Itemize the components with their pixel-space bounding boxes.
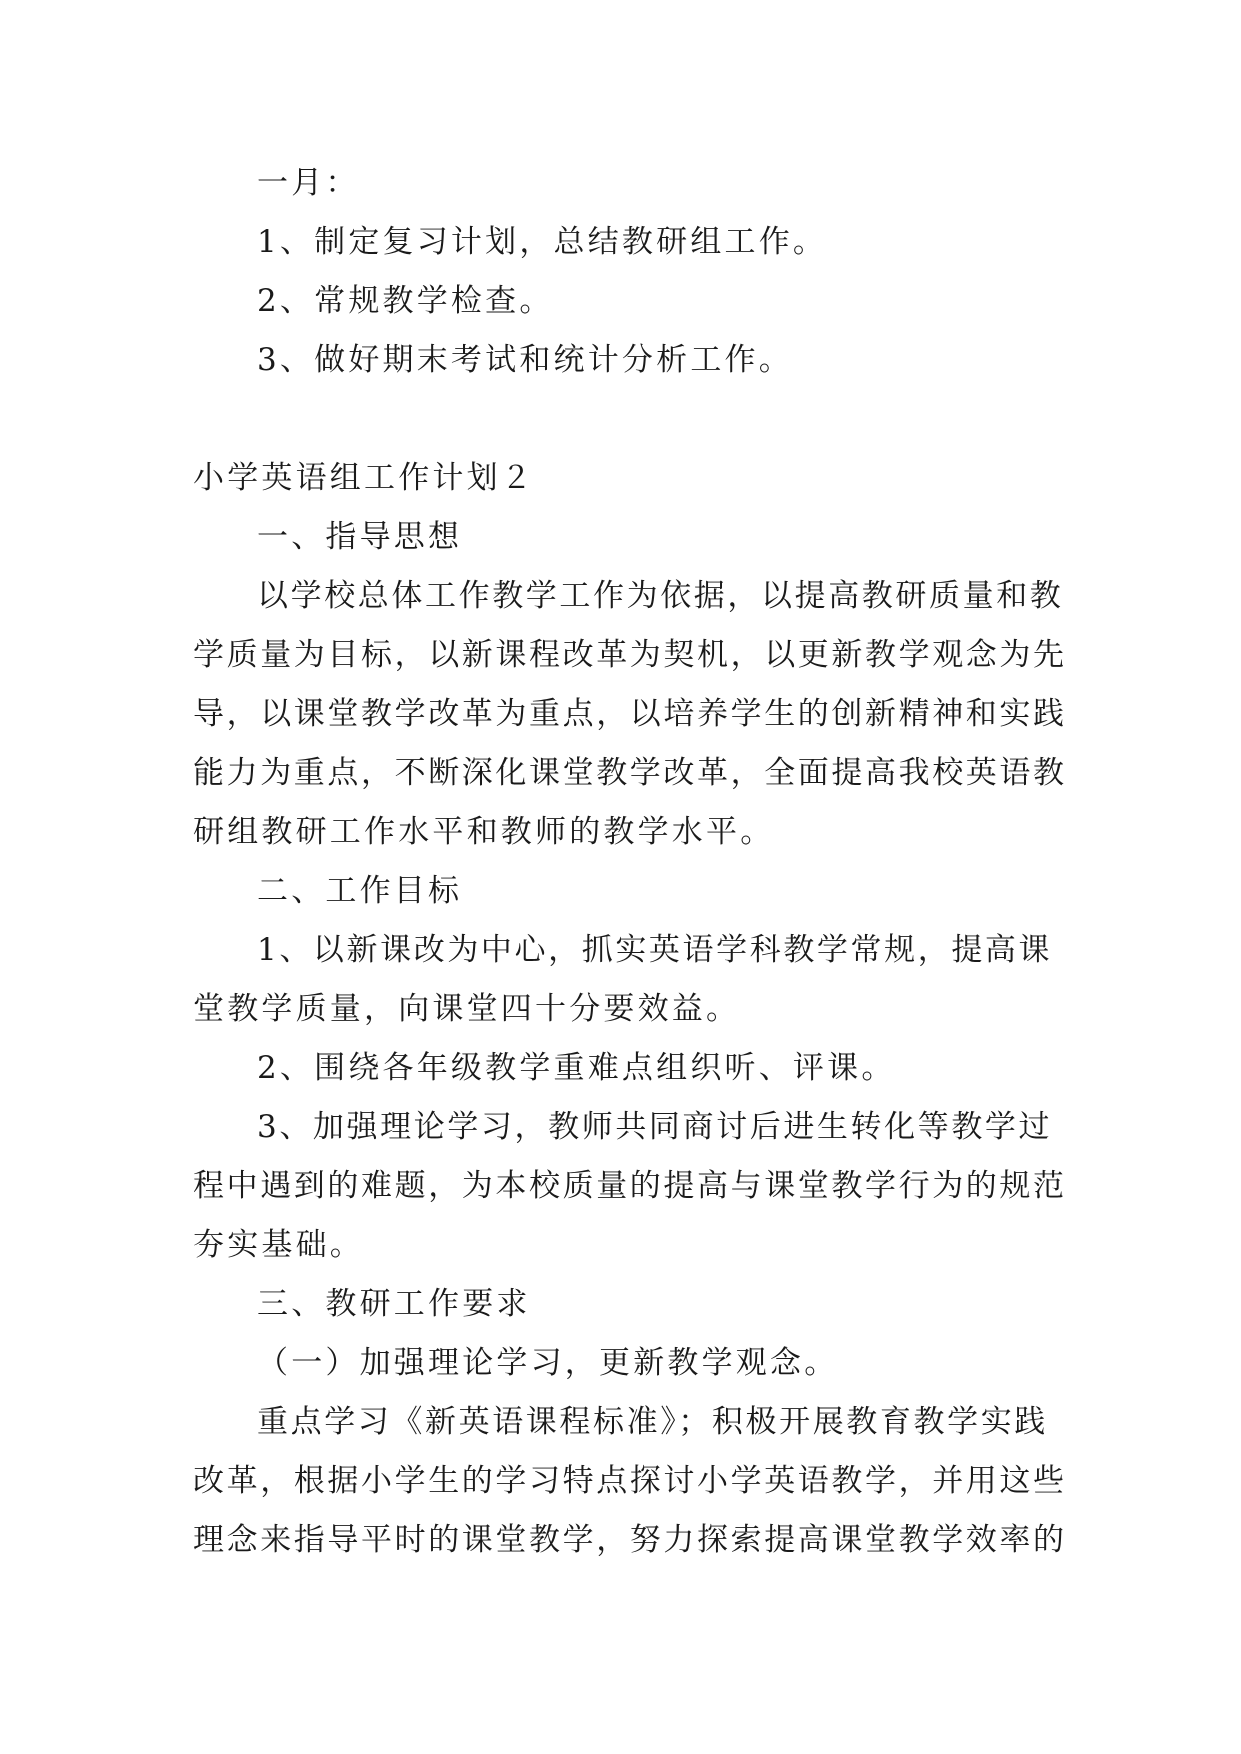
paragraph-line: 导，以课堂教学改革为重点，以培养学生的创新精神和实践 — [193, 696, 1067, 732]
paragraph-line: 2、围绕各年级教学重难点组织听、评课。 — [257, 1050, 896, 1086]
paragraph-line: 程中遇到的难题，为本校质量的提高与课堂教学行为的规范 — [193, 1168, 1067, 1204]
paragraph-line: 2、常规教学检查。 — [257, 283, 554, 319]
paragraph-line: 1、制定复习计划，总结教研组工作。 — [257, 224, 828, 260]
subheading: 二、工作目标 — [257, 873, 463, 909]
section-title: 小学英语组工作计划２ — [193, 460, 535, 496]
paragraph-line: 改革，根据小学生的学习特点探讨小学英语教学，并用这些 — [193, 1463, 1067, 1499]
paragraph-line: 3、加强理论学习，教师共同商讨后进生转化等教学过 — [257, 1109, 1053, 1145]
subheading: （一）加强理论学习，更新教学观念。 — [257, 1345, 839, 1381]
paragraph-line: 研组教研工作水平和教师的教学水平。 — [193, 814, 775, 850]
month-heading: 一月： — [257, 165, 360, 201]
paragraph-line: 1、以新课改为中心，抓实英语学科教学常规，提高课 — [257, 932, 1053, 968]
subheading: 一、指导思想 — [257, 519, 463, 555]
paragraph-line: 以学校总体工作教学工作为依据，以提高教研质量和教 — [257, 578, 1064, 614]
paragraph-line: 理念来指导平时的课堂教学，努力探索提高课堂教学效率的 — [193, 1522, 1067, 1558]
subheading: 三、教研工作要求 — [257, 1286, 531, 1322]
paragraph-line: 能力为重点，不断深化课堂教学改革，全面提高我校英语教 — [193, 755, 1067, 791]
paragraph-line: 夯实基础。 — [193, 1227, 364, 1263]
paragraph-line: 堂教学质量，向课堂四十分要效益。 — [193, 991, 741, 1027]
paragraph-line: 重点学习《新英语课程标准》；积极开展教育教学实践 — [257, 1404, 1048, 1440]
paragraph-line: 3、做好期末考试和统计分析工作。 — [257, 342, 793, 378]
paragraph-line: 学质量为目标，以新课程改革为契机，以更新教学观念为先 — [193, 637, 1067, 673]
